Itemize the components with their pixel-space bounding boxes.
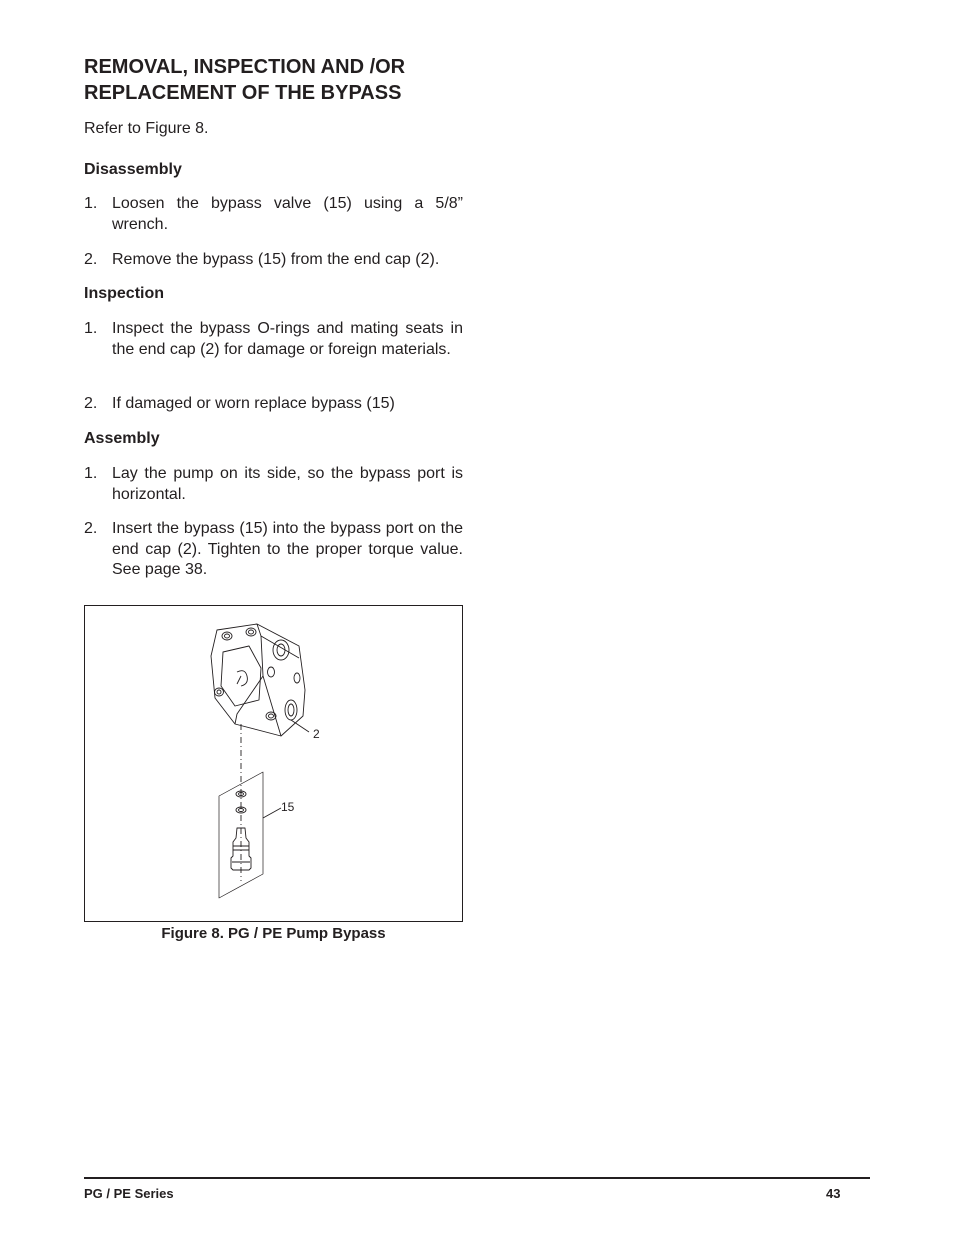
inspection-step-2 xyxy=(84,394,463,415)
pump-bypass-drawing xyxy=(85,606,462,921)
callout-end-cap: 2 xyxy=(313,727,320,741)
bolt-hole xyxy=(249,630,254,634)
step-text: Insert the bypass (15) into the bypass port on the end cap (2). Tighten to the proper torque value. See page 38. xyxy=(112,520,463,578)
bolt-hole xyxy=(269,714,274,718)
side-port xyxy=(285,700,297,720)
step-number: 2. xyxy=(84,251,98,268)
disassembly-heading: Disassembly xyxy=(84,161,182,178)
step-text: Lay the pump on its side, so the bypass port is horizontal. xyxy=(112,465,463,503)
inspection-heading: Inspection xyxy=(84,285,165,302)
side-port xyxy=(273,640,289,660)
assembly-step-1 xyxy=(84,464,463,505)
title-line-1: REMOVAL, INSPECTION AND /OR xyxy=(84,56,406,78)
bolt-hole xyxy=(225,634,230,638)
footer-divider xyxy=(84,1177,870,1179)
disassembly-step-1 xyxy=(84,194,463,235)
step-text: Remove the bypass (15) from the end cap (2). xyxy=(112,251,440,268)
end-cap-outline xyxy=(211,624,305,736)
step-number: 2. xyxy=(84,520,98,537)
title-line-2: REPLACEMENT OF THE BYPASS xyxy=(84,82,402,104)
callout-bypass: 15 xyxy=(281,800,295,814)
page-number: 43 xyxy=(826,1186,841,1201)
figure-caption: Figure 8. PG / PE Pump Bypass xyxy=(161,925,386,942)
assembly-step-2 xyxy=(84,519,463,581)
step-text: Inspect the bypass O-rings and mating seats in the end cap (2) for damage or foreign materials. xyxy=(112,320,463,358)
bolt-hole xyxy=(246,628,256,636)
section-title xyxy=(84,54,484,106)
step-number: 2. xyxy=(84,395,98,412)
step-text: If damaged or worn replace bypass (15) xyxy=(112,395,395,412)
side-port xyxy=(268,667,275,677)
step-number: 1. xyxy=(84,320,98,337)
step-number: 1. xyxy=(84,195,98,212)
disassembly-step-2 xyxy=(84,250,463,271)
center-mark xyxy=(237,671,247,686)
bolt-hole xyxy=(217,690,221,694)
bolt-hole xyxy=(266,712,276,720)
bolt-hole xyxy=(215,688,224,696)
side-port xyxy=(294,673,300,683)
step-number: 1. xyxy=(84,465,98,482)
end-cap-side-edge xyxy=(261,636,281,736)
bypass-leader xyxy=(263,808,281,818)
side-port xyxy=(277,644,285,656)
side-port xyxy=(288,704,294,716)
figure-8 xyxy=(84,605,463,922)
assembly-heading: Assembly xyxy=(84,430,160,447)
inspection-step-1 xyxy=(84,319,463,360)
end-cap-leader xyxy=(291,720,309,732)
step-text: Loosen the bypass valve (15) using a 5/8” wrench. xyxy=(112,195,463,233)
bolt-hole xyxy=(222,632,232,640)
intro-text: Refer to Figure 8. xyxy=(84,120,209,137)
footer-series: PG / PE Series xyxy=(84,1186,174,1201)
